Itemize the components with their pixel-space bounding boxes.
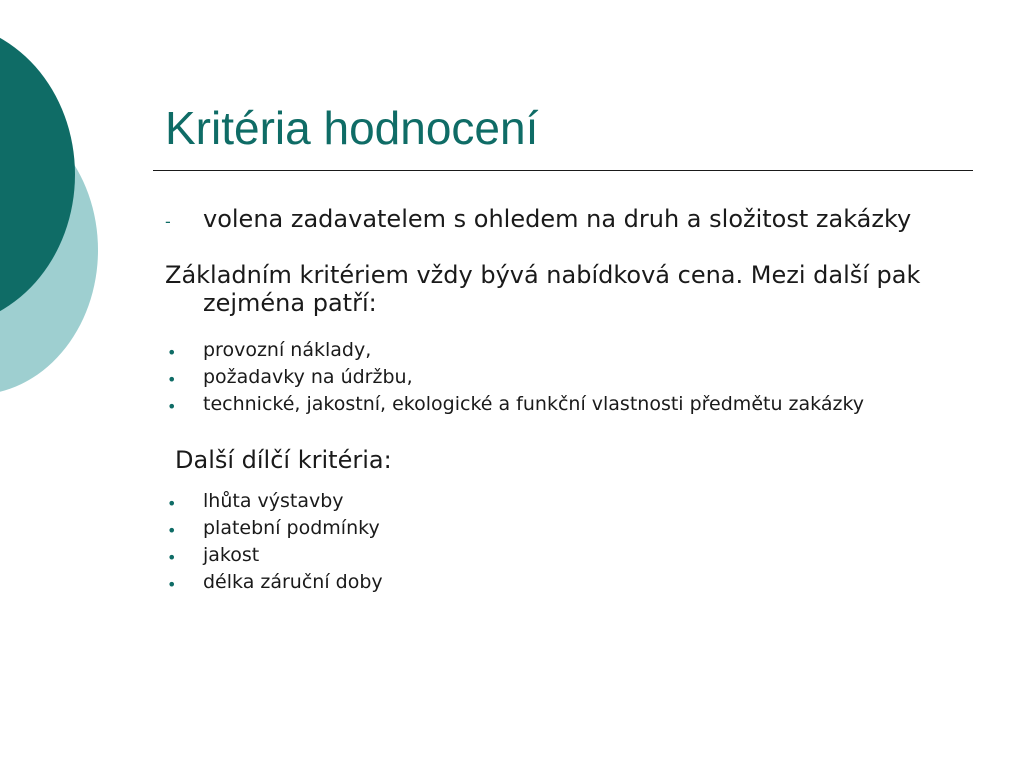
bullet-icon: • (167, 343, 177, 362)
main-criteria-list (165, 339, 955, 416)
bullet-icon: • (167, 575, 177, 594)
bullet-icon: • (167, 370, 177, 389)
list-item (165, 393, 955, 416)
list-item-text: platební podmínky (203, 517, 380, 539)
bullet-icon: • (167, 548, 177, 567)
list-item (165, 544, 955, 567)
slide-title: Kritéria hodnocení (165, 102, 539, 154)
list-item-text: požadavky na údržbu, (203, 366, 413, 388)
other-criteria-heading: Další dílčí kritéria: (175, 446, 392, 474)
dash-bullet-icon: - (165, 212, 171, 231)
bullet-icon: • (167, 397, 177, 416)
list-item (165, 339, 955, 362)
bullet-icon: • (167, 494, 177, 513)
list-item-text: délka záruční doby (203, 571, 383, 593)
list-item-text: lhůta výstavby (203, 490, 344, 512)
list-item-text: technické, jakostní, ekologické a funkční vlastnosti předmětu zakázky (203, 393, 865, 415)
list-item (165, 571, 955, 594)
slide-body (165, 205, 955, 598)
other-criteria-list (165, 490, 955, 594)
list-item (165, 366, 955, 389)
list-item-text: provozní náklady, (203, 339, 372, 361)
dash-bullet-item (165, 205, 955, 233)
bullet-icon: • (167, 521, 177, 540)
main-paragraph: Základním kritériem vždy bývá nabídková cena. Mezi další pak zejména patří: (165, 261, 921, 317)
title-divider (153, 170, 973, 171)
list-item-text: jakost (203, 544, 260, 566)
list-item (165, 517, 955, 540)
dash-bullet-text: volena zadavatelem s ohledem na druh a složitost zakázky (203, 205, 912, 233)
list-item (165, 490, 955, 513)
